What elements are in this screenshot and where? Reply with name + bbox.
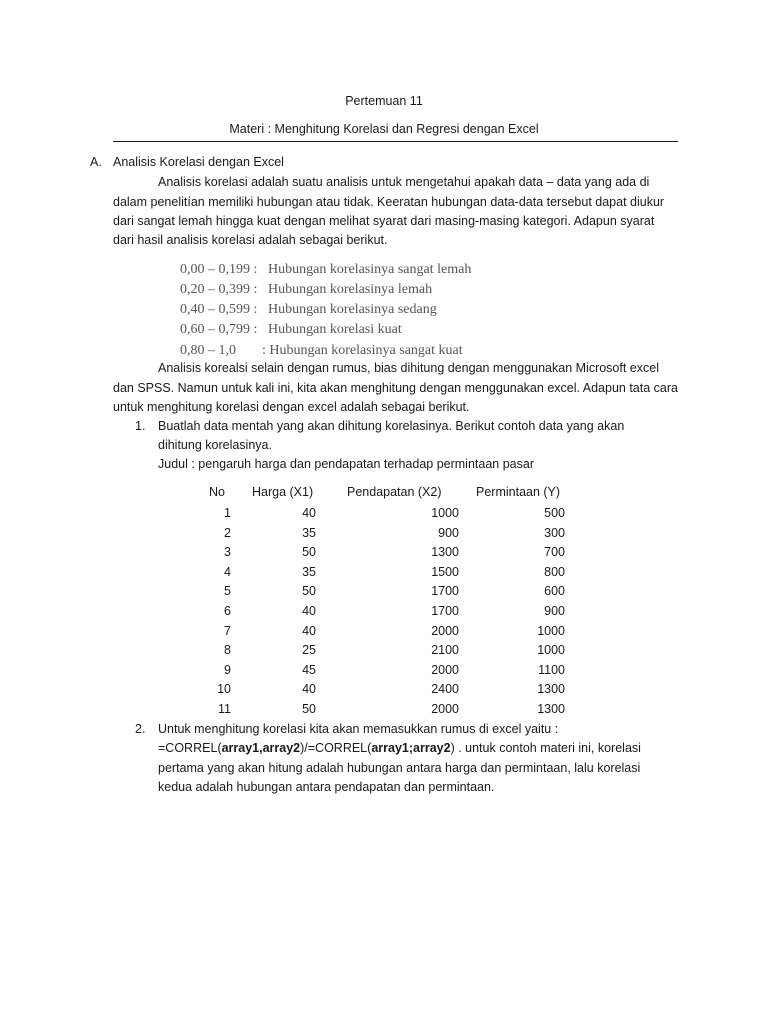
table-cell: 2400 xyxy=(431,682,459,697)
table-cell: 700 xyxy=(544,545,565,560)
table-cell: 1700 xyxy=(431,604,459,618)
table-cell: 8 xyxy=(224,643,231,658)
criteria-label: : Hubungan korelasinya sangat kuat xyxy=(262,343,463,358)
para2-line: untuk menghitung korelasi dengan excel adalah sebagai berikut. xyxy=(113,400,470,414)
judul-line: Judul : pengaruh harga dan pendapatan terhadap permintaan pasar xyxy=(158,457,534,471)
table-cell: 900 xyxy=(438,525,459,540)
section-title: Analisis Korelasi dengan Excel xyxy=(113,155,284,169)
table-cell: 50 xyxy=(302,702,316,716)
table-cell: 40 xyxy=(302,682,316,697)
formula-args: array1;array2 xyxy=(371,741,451,755)
table-cell: 4 xyxy=(224,564,231,579)
formula-part: =CORREL( xyxy=(158,741,222,755)
table-cell: 1300 xyxy=(537,682,565,697)
formula-args: array1,array2 xyxy=(221,741,301,755)
table-cell: 1 xyxy=(224,506,231,520)
page-heading: Pertemuan 11 xyxy=(345,94,423,108)
table-cell: 1000 xyxy=(537,643,565,658)
criteria-label: Hubungan korelasinya sangat lemah xyxy=(268,262,472,277)
table-header-pendapatan: Pendapatan (X2) xyxy=(347,485,442,499)
criteria-label: Hubungan korelasinya lemah xyxy=(268,282,433,297)
table-cell: 40 xyxy=(302,604,316,618)
table-cell: 1500 xyxy=(431,564,459,579)
table-cell: 10 xyxy=(217,682,231,697)
criteria-label: Hubungan korelasinya sedang xyxy=(268,302,437,317)
para2-line: dan SPSS. Namun untuk kali ini, kita akan menghitung dengan menggunakan excel. Adapun tata cara xyxy=(113,381,678,395)
table-cell: 3 xyxy=(224,545,231,560)
table-cell: 1000 xyxy=(431,506,459,520)
intro-line: dalam penelitían memiliki hubungan atau tidak. Keeratan hubungan data-data tersebut dapat diukur xyxy=(113,195,665,209)
table-cell: 9 xyxy=(224,662,231,677)
table-cell: 2100 xyxy=(431,643,459,658)
table-cell: 2 xyxy=(224,525,231,540)
table-header-permintaan: Permintaan (Y) xyxy=(476,485,561,499)
para2-line: Analisis korealsi selain dengan rumus, bias dihitung dengan menggunakan Microsoft excel xyxy=(158,361,659,375)
step2-marker: 2. xyxy=(135,722,146,736)
formula-part: ) . untuk contoh materi ini, korelasi xyxy=(450,741,641,755)
table-cell: 11 xyxy=(218,702,231,716)
table-cell: 900 xyxy=(544,604,565,618)
step1-line: dihitung korelasinya. xyxy=(158,438,272,452)
table-cell: 40 xyxy=(302,623,316,638)
formula-line xyxy=(158,738,641,758)
step2-line: Untuk menghitung korelasi kita akan memasukkan rumus di excel yaitu : xyxy=(158,722,559,736)
table-cell: 2000 xyxy=(431,623,459,638)
table-cell: 35 xyxy=(302,525,316,540)
criteria-label: Hubungan korelasi kuat xyxy=(268,322,402,337)
table-cell: 35 xyxy=(302,564,316,579)
table-cell: 7 xyxy=(224,623,231,638)
table-cell: 1700 xyxy=(431,584,459,599)
formula-part: )/=CORREL( xyxy=(300,741,372,755)
table-cell: 1300 xyxy=(537,702,565,716)
table-cell: 50 xyxy=(302,584,316,599)
table-cell: 50 xyxy=(302,545,316,560)
table-cell: 45 xyxy=(302,662,316,677)
page-subtitle: Materi : Menghitung Korelasi dan Regresi dengan Excel xyxy=(229,122,539,136)
table-cell: 1000 xyxy=(537,623,565,638)
table-cell: 2000 xyxy=(431,662,459,677)
intro-line: Analisis korelasi adalah suatu analisis untuk mengetahui apakah data – data yang ada di xyxy=(158,175,650,189)
table-cell: 6 xyxy=(224,604,231,618)
criteria-range: 0,60 – 0,799 : xyxy=(180,322,258,337)
table-header-no: No xyxy=(209,485,225,499)
step1-line: Buatlah data mentah yang akan dihitung korelasinya. Berikut contoh data yang akan xyxy=(158,419,625,433)
table-cell: 1100 xyxy=(538,662,565,677)
table-cell: 600 xyxy=(544,584,565,599)
section-marker: A. xyxy=(90,155,102,169)
table-cell: 40 xyxy=(302,506,316,520)
table-cell: 1300 xyxy=(431,545,459,560)
criteria-range: 0,00 – 0,199 : xyxy=(180,262,258,277)
intro-line: dari hasil analisis korelasi adalah sebagai berikut. xyxy=(113,233,388,247)
intro-line: dari sangat lemah hingga kuat dengan melihat syarat dari masing-masing kategori. Adapun syarat xyxy=(113,214,655,228)
table-header-harga: Harga (X1) xyxy=(252,485,314,499)
step1-marker: 1. xyxy=(135,419,146,433)
criteria-range: 0,80 – 1,0 xyxy=(180,343,236,358)
criteria-range: 0,40 – 0,599 : xyxy=(180,302,258,317)
table-cell: 500 xyxy=(544,506,565,520)
table-cell: 300 xyxy=(544,525,565,540)
step2-line: pertama yang akan hitung adalah hubungan antara harga dan permintaan, lalu korelasi xyxy=(158,761,641,775)
table-cell: 5 xyxy=(224,584,231,599)
table-cell: 2000 xyxy=(431,702,459,716)
table-cell: 800 xyxy=(544,564,565,579)
criteria-range: 0,20 – 0,399 : xyxy=(180,282,258,297)
step2-line: kedua adalah hubungan antara pendapatan dan permintaan. xyxy=(158,780,495,794)
title-divider xyxy=(113,141,678,142)
table-cell: 25 xyxy=(302,643,316,658)
